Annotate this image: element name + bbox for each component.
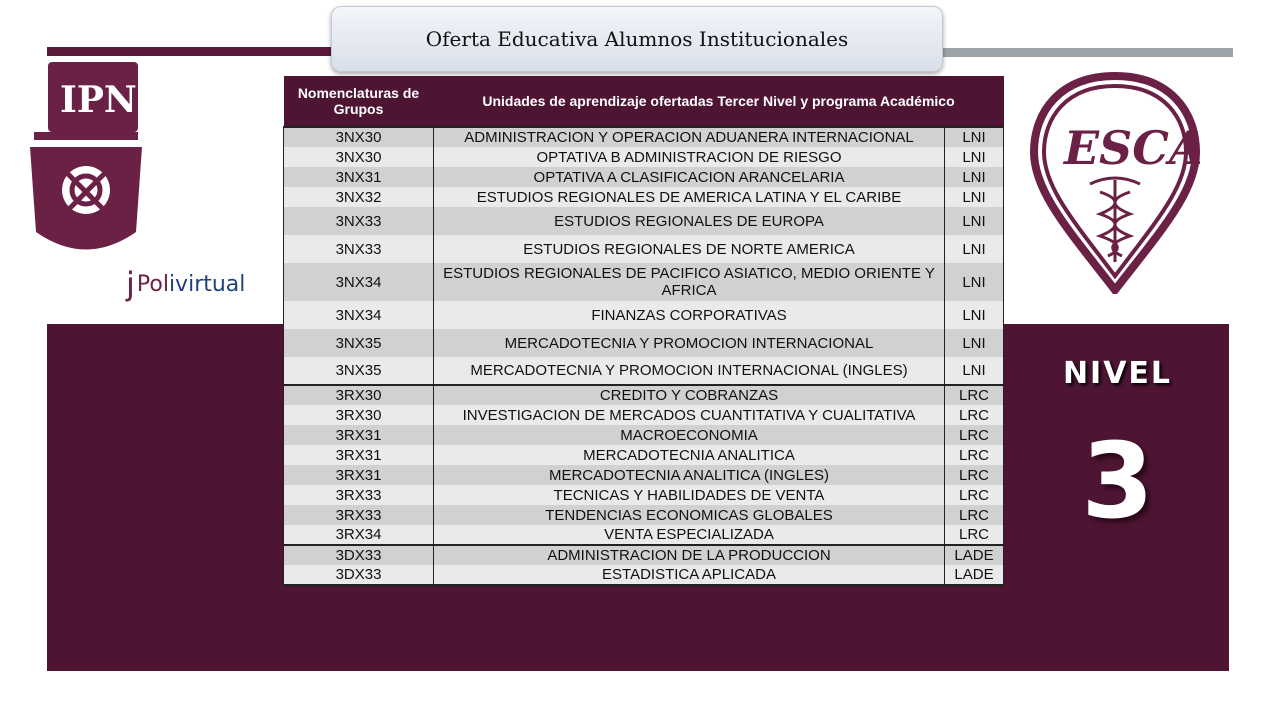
unit-cell: MERCADOTECNIA Y PROMOCION INTERNACIONAL (INGLES): [434, 357, 945, 385]
table-row: [284, 147, 1004, 167]
unit-cell: MERCADOTECNIA ANALITICA (INGLES): [434, 465, 945, 485]
table-row: [284, 545, 1004, 565]
table-row: [284, 357, 1004, 385]
unit-cell: OPTATIVA B ADMINISTRACION DE RIESGO: [434, 147, 945, 167]
group-cell: 3NX34: [284, 263, 434, 301]
group-cell: 3DX33: [284, 565, 434, 585]
group-cell: 3RX34: [284, 525, 434, 545]
table-row: [284, 565, 1004, 585]
program-cell: LRC: [945, 465, 1004, 485]
courses-table: [283, 76, 1004, 586]
header-groups: Nomenclaturas de Grupos: [284, 76, 434, 127]
table-row: [284, 525, 1004, 545]
group-cell: 3NX30: [284, 127, 434, 147]
table-row: [284, 505, 1004, 525]
ipn-logo-lettering: IPN: [60, 79, 137, 121]
unit-cell: TENDENCIAS ECONOMICAS GLOBALES: [434, 505, 945, 525]
level-number: 3: [1081, 420, 1154, 542]
program-cell: LRC: [945, 385, 1004, 405]
table-row: [284, 329, 1004, 357]
unit-cell: VENTA ESPECIALIZADA: [434, 525, 945, 545]
polivirtual-logo-text: Polivirtual: [136, 271, 246, 297]
level-label: NIVEL: [1062, 356, 1173, 391]
program-cell: LNI: [945, 263, 1004, 301]
unit-cell: TECNICAS Y HABILIDADES DE VENTA: [434, 485, 945, 505]
table-row: [284, 263, 1004, 301]
unit-cell: ESTADISTICA APLICADA: [434, 565, 945, 585]
unit-cell: ESTUDIOS REGIONALES DE EUROPA: [434, 207, 945, 235]
program-cell: LRC: [945, 405, 1004, 425]
group-cell: 3NX33: [284, 235, 434, 263]
table-row: [284, 425, 1004, 445]
program-cell: LADE: [945, 565, 1004, 585]
esca-logo: [1030, 72, 1200, 294]
program-cell: LNI: [945, 357, 1004, 385]
group-cell: 3RX30: [284, 405, 434, 425]
group-cell: 3NX32: [284, 187, 434, 207]
unit-cell: INVESTIGACION DE MERCADOS CUANTITATIVA Y CUALITATIVA: [434, 405, 945, 425]
unit-cell: OPTATIVA A CLASIFICACION ARANCELARIA: [434, 167, 945, 187]
unit-cell: ESTUDIOS REGIONALES DE PACIFICO ASIATICO, MEDIO ORIENTE Y AFRICA: [434, 263, 945, 301]
table-row: [284, 445, 1004, 465]
table-row: [284, 207, 1004, 235]
group-cell: 3NX31: [284, 167, 434, 187]
table-row: [284, 127, 1004, 147]
table-row: [284, 485, 1004, 505]
group-cell: 3NX34: [284, 301, 434, 329]
header-units: Unidades de aprendizaje ofertadas Tercer Nivel y programa Académico: [434, 76, 1004, 127]
program-cell: LNI: [945, 167, 1004, 187]
program-cell: LNI: [945, 329, 1004, 357]
group-cell: 3DX33: [284, 545, 434, 565]
group-cell: 3RX30: [284, 385, 434, 405]
program-cell: LNI: [945, 187, 1004, 207]
unit-cell: MACROECONOMIA: [434, 425, 945, 445]
program-cell: LRC: [945, 445, 1004, 465]
group-cell: 3RX31: [284, 425, 434, 445]
program-cell: LNI: [945, 301, 1004, 329]
group-cell: 3NX33: [284, 207, 434, 235]
polivirtual-j-icon: j: [126, 265, 135, 303]
courses-table-container: [283, 76, 1004, 586]
group-cell: 3RX31: [284, 465, 434, 485]
program-cell: LRC: [945, 525, 1004, 545]
program-cell: LNI: [945, 207, 1004, 235]
table-row: [284, 301, 1004, 329]
unit-cell: MERCADOTECNIA Y PROMOCION INTERNACIONAL: [434, 329, 945, 357]
unit-cell: ESTUDIOS REGIONALES DE AMERICA LATINA Y EL CARIBE: [434, 187, 945, 207]
group-cell: 3NX35: [284, 357, 434, 385]
program-cell: LADE: [945, 545, 1004, 565]
group-cell: 3RX31: [284, 445, 434, 465]
unit-cell: FINANZAS CORPORATIVAS: [434, 301, 945, 329]
header-accent-bar-left: [47, 47, 347, 56]
polivirtual-logo: [126, 260, 276, 308]
page-title: Oferta Educativa Alumnos Institucionales: [331, 6, 943, 72]
table-row: [284, 235, 1004, 263]
table-row: [284, 405, 1004, 425]
program-cell: LNI: [945, 147, 1004, 167]
group-cell: 3NX35: [284, 329, 434, 357]
table-row: [284, 385, 1004, 405]
table-row: [284, 465, 1004, 485]
program-cell: LNI: [945, 235, 1004, 263]
group-cell: 3RX33: [284, 485, 434, 505]
ipn-logo: [26, 62, 146, 272]
unit-cell: ADMINISTRACION DE LA PRODUCCION: [434, 545, 945, 565]
table-row: [284, 167, 1004, 187]
program-cell: LRC: [945, 485, 1004, 505]
program-cell: LRC: [945, 425, 1004, 445]
program-cell: LRC: [945, 505, 1004, 525]
unit-cell: MERCADOTECNIA ANALITICA: [434, 445, 945, 465]
unit-cell: ESTUDIOS REGIONALES DE NORTE AMERICA: [434, 235, 945, 263]
unit-cell: CREDITO Y COBRANZAS: [434, 385, 945, 405]
header-accent-bar-right: [930, 48, 1233, 57]
table-row: [284, 187, 1004, 207]
unit-cell: ADMINISTRACION Y OPERACION ADUANERA INTERNACIONAL: [434, 127, 945, 147]
esca-logo-lettering: ESCA: [1064, 121, 1200, 175]
program-cell: LNI: [945, 127, 1004, 147]
group-cell: 3NX30: [284, 147, 434, 167]
group-cell: 3RX33: [284, 505, 434, 525]
